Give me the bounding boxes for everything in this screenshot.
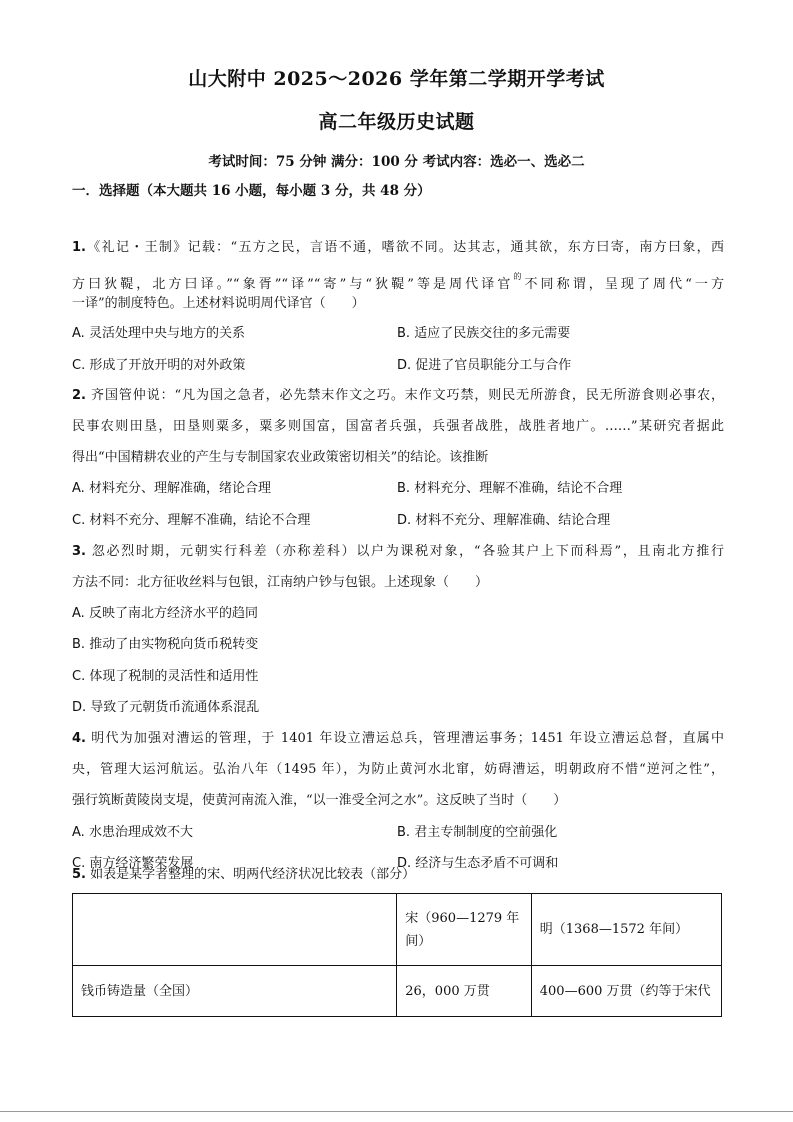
option-letter: B. xyxy=(397,326,411,341)
option-text: 材料不充分、理解不准确，结论不合理 xyxy=(89,513,311,528)
option-letter: A. xyxy=(72,825,85,840)
question-5-line-1 xyxy=(72,865,724,885)
question-1-option-d[interactable] xyxy=(397,356,571,376)
question-2-text-1: 齐国管仲说：“凡为国之急者，必先禁末作文之巧。末作文巧禁，则民无所游食，民无所游食则必事农， xyxy=(91,388,724,403)
table-row xyxy=(73,966,722,1017)
table-header-cell-ming: 明（1368—1572 年间） xyxy=(531,894,721,966)
option-letter: A. xyxy=(72,481,85,496)
question-4-option-a[interactable] xyxy=(72,823,193,843)
question-2-option-b[interactable] xyxy=(397,479,622,499)
question-1-number: 1. xyxy=(72,240,86,255)
option-text: 导致了元朝货币流通体系混乱 xyxy=(90,700,260,715)
option-letter: B. xyxy=(72,637,86,652)
table-header-cell-song xyxy=(397,894,532,966)
question-4-line-3: 强行筑断黄陵岗支堤，使黄河南流入淮，“以一淮受全河之水”。这反映了当时（ ） xyxy=(72,793,567,808)
option-text: 材料充分、理解不准确，结论不合理 xyxy=(414,481,623,496)
option-text: 君主专制制度的空前强化 xyxy=(414,825,558,840)
question-2-number: 2. xyxy=(72,388,86,403)
option-letter: C. xyxy=(72,358,86,373)
exam-info: 考试时间：75 分钟 满分：100 分 考试内容：选必一、选必二 xyxy=(208,154,585,170)
table-cell-song-value: 26，000 万贯 xyxy=(397,966,532,1017)
option-letter: D. xyxy=(397,358,412,373)
table-header-song-line-2: 间） xyxy=(405,933,432,949)
option-letter: C. xyxy=(72,669,86,684)
comparison-table xyxy=(72,893,722,1017)
option-letter: B. xyxy=(397,825,411,840)
question-1-option-a[interactable] xyxy=(72,324,245,344)
option-letter: D. xyxy=(397,513,412,528)
question-1-line-1 xyxy=(72,238,724,258)
question-1-text-2a: 方曰狄鞮，北方曰译。”“象胥”“译”“寄”与“狄鞮”等是周代译官 xyxy=(72,277,514,292)
option-text: 材料不充分、理解准确、结论合理 xyxy=(415,513,611,528)
question-4-text-1: 明代为加强对漕运的管理，于 1401 年设立漕运总兵，管理漕运事务；1451 年设立漕运总督，直属中 xyxy=(91,731,724,746)
question-1-text-2b: 不同称谓，呈现了周代“一方 xyxy=(524,277,724,292)
question-3-option-c[interactable] xyxy=(72,667,258,687)
question-1-line-3: 一译”的制度特色。上述材料说明周代译官（ ） xyxy=(72,296,365,311)
exam-subtitle: 高二年级历史试题 xyxy=(318,111,475,133)
question-3-line-2: 方法不同：北方征收丝料与包银，江南纳户钞与包银。上述现象（ ） xyxy=(72,575,489,590)
table-header-row xyxy=(73,894,722,966)
option-text: 促进了官员职能分工与合作 xyxy=(415,358,572,373)
question-3-number: 3. xyxy=(72,544,86,559)
question-2-option-a[interactable] xyxy=(72,479,271,499)
option-text: 形成了开放开明的对外政策 xyxy=(89,358,246,373)
question-1-superscript: 的 xyxy=(513,272,525,281)
question-3-text-1: 忽必烈时期，元朝实行科差（亦称差科）以户为课税对象，“各验其户上下而科焉”，且南北方推行 xyxy=(91,544,724,559)
option-text: 适应了民族交往的多元需要 xyxy=(414,326,571,341)
table-header-cell-empty xyxy=(73,894,397,966)
question-1-text-1: 《礼记・王制》记载：“五方之民，言语不通，嗜欲不同。达其志，通其欲，东方曰寄，南方曰象，西 xyxy=(85,240,724,255)
question-4-line-1 xyxy=(72,729,724,749)
option-text: 推动了由实物税向货币税转变 xyxy=(89,637,259,652)
question-1-line-2 xyxy=(72,267,724,295)
question-2-option-c[interactable] xyxy=(72,511,310,531)
question-2-line-1 xyxy=(72,386,724,406)
option-text: 体现了税制的灵活性和适用性 xyxy=(89,669,259,684)
section-heading: 一．选择题（本大题共 16 小题，每小题 3 分，共 48 分） xyxy=(72,183,431,199)
option-text: 材料充分、理解准确，绪论合理 xyxy=(88,481,271,496)
option-letter: A. xyxy=(72,326,85,341)
option-letter: D. xyxy=(72,700,87,715)
option-text: 反映了南北方经济水平的趋同 xyxy=(88,606,258,621)
question-4-option-b[interactable] xyxy=(397,823,557,843)
option-letter: A. xyxy=(72,606,85,621)
question-3-option-b[interactable] xyxy=(72,635,258,655)
question-4-line-2: 央，管理大运河航运。弘治八年（1495 年），为防止黄河水北窜，妨碍漕运，明朝政府不惜“逆河之性”， xyxy=(72,762,724,777)
table-cell-ming-value: 400—600 万贯（约等于宋代 xyxy=(531,966,721,1017)
option-text: 经济与生态矛盾不可调和 xyxy=(415,856,559,871)
question-5-number: 5. xyxy=(72,867,86,882)
option-letter: C. xyxy=(72,856,86,871)
option-text: 水患治理成效不大 xyxy=(88,825,193,840)
option-letter: B. xyxy=(397,481,411,496)
question-3-option-d[interactable] xyxy=(72,698,259,718)
question-5-text-1: 如表是某学者整理的宋、明两代经济状况比较表（部分） xyxy=(90,867,416,882)
question-2-option-d[interactable] xyxy=(397,511,610,531)
question-2-line-3: 得出“中国精耕农业的产生与专制国家农业政策密切相关”的结论。该推断 xyxy=(72,450,489,465)
question-1-option-b[interactable] xyxy=(397,324,570,344)
question-2-line-2: 民事农则田垦，田垦则粟多，粟多则国富，国富者兵强，兵强者战胜，战胜者地广。……”某研究者据此 xyxy=(72,419,724,434)
page-bottom-divider xyxy=(0,1111,793,1112)
exam-title: 山大附中 2025～2026 学年第二学期开学考试 xyxy=(188,68,605,90)
question-4-number: 4. xyxy=(72,731,86,746)
option-text: 南方经济繁荣发展 xyxy=(89,856,194,871)
table-header-song-line-1: 宋（960—1279 年 xyxy=(405,910,520,926)
option-letter: C. xyxy=(72,513,86,528)
table-cell-item: 钱币铸造量（全国） xyxy=(73,966,397,1017)
question-3-option-a[interactable] xyxy=(72,604,258,624)
option-letter: D. xyxy=(397,856,412,871)
question-3-line-1 xyxy=(72,542,724,562)
option-text: 灵活处理中央与地方的关系 xyxy=(88,326,245,341)
question-1-option-c[interactable] xyxy=(72,356,245,376)
